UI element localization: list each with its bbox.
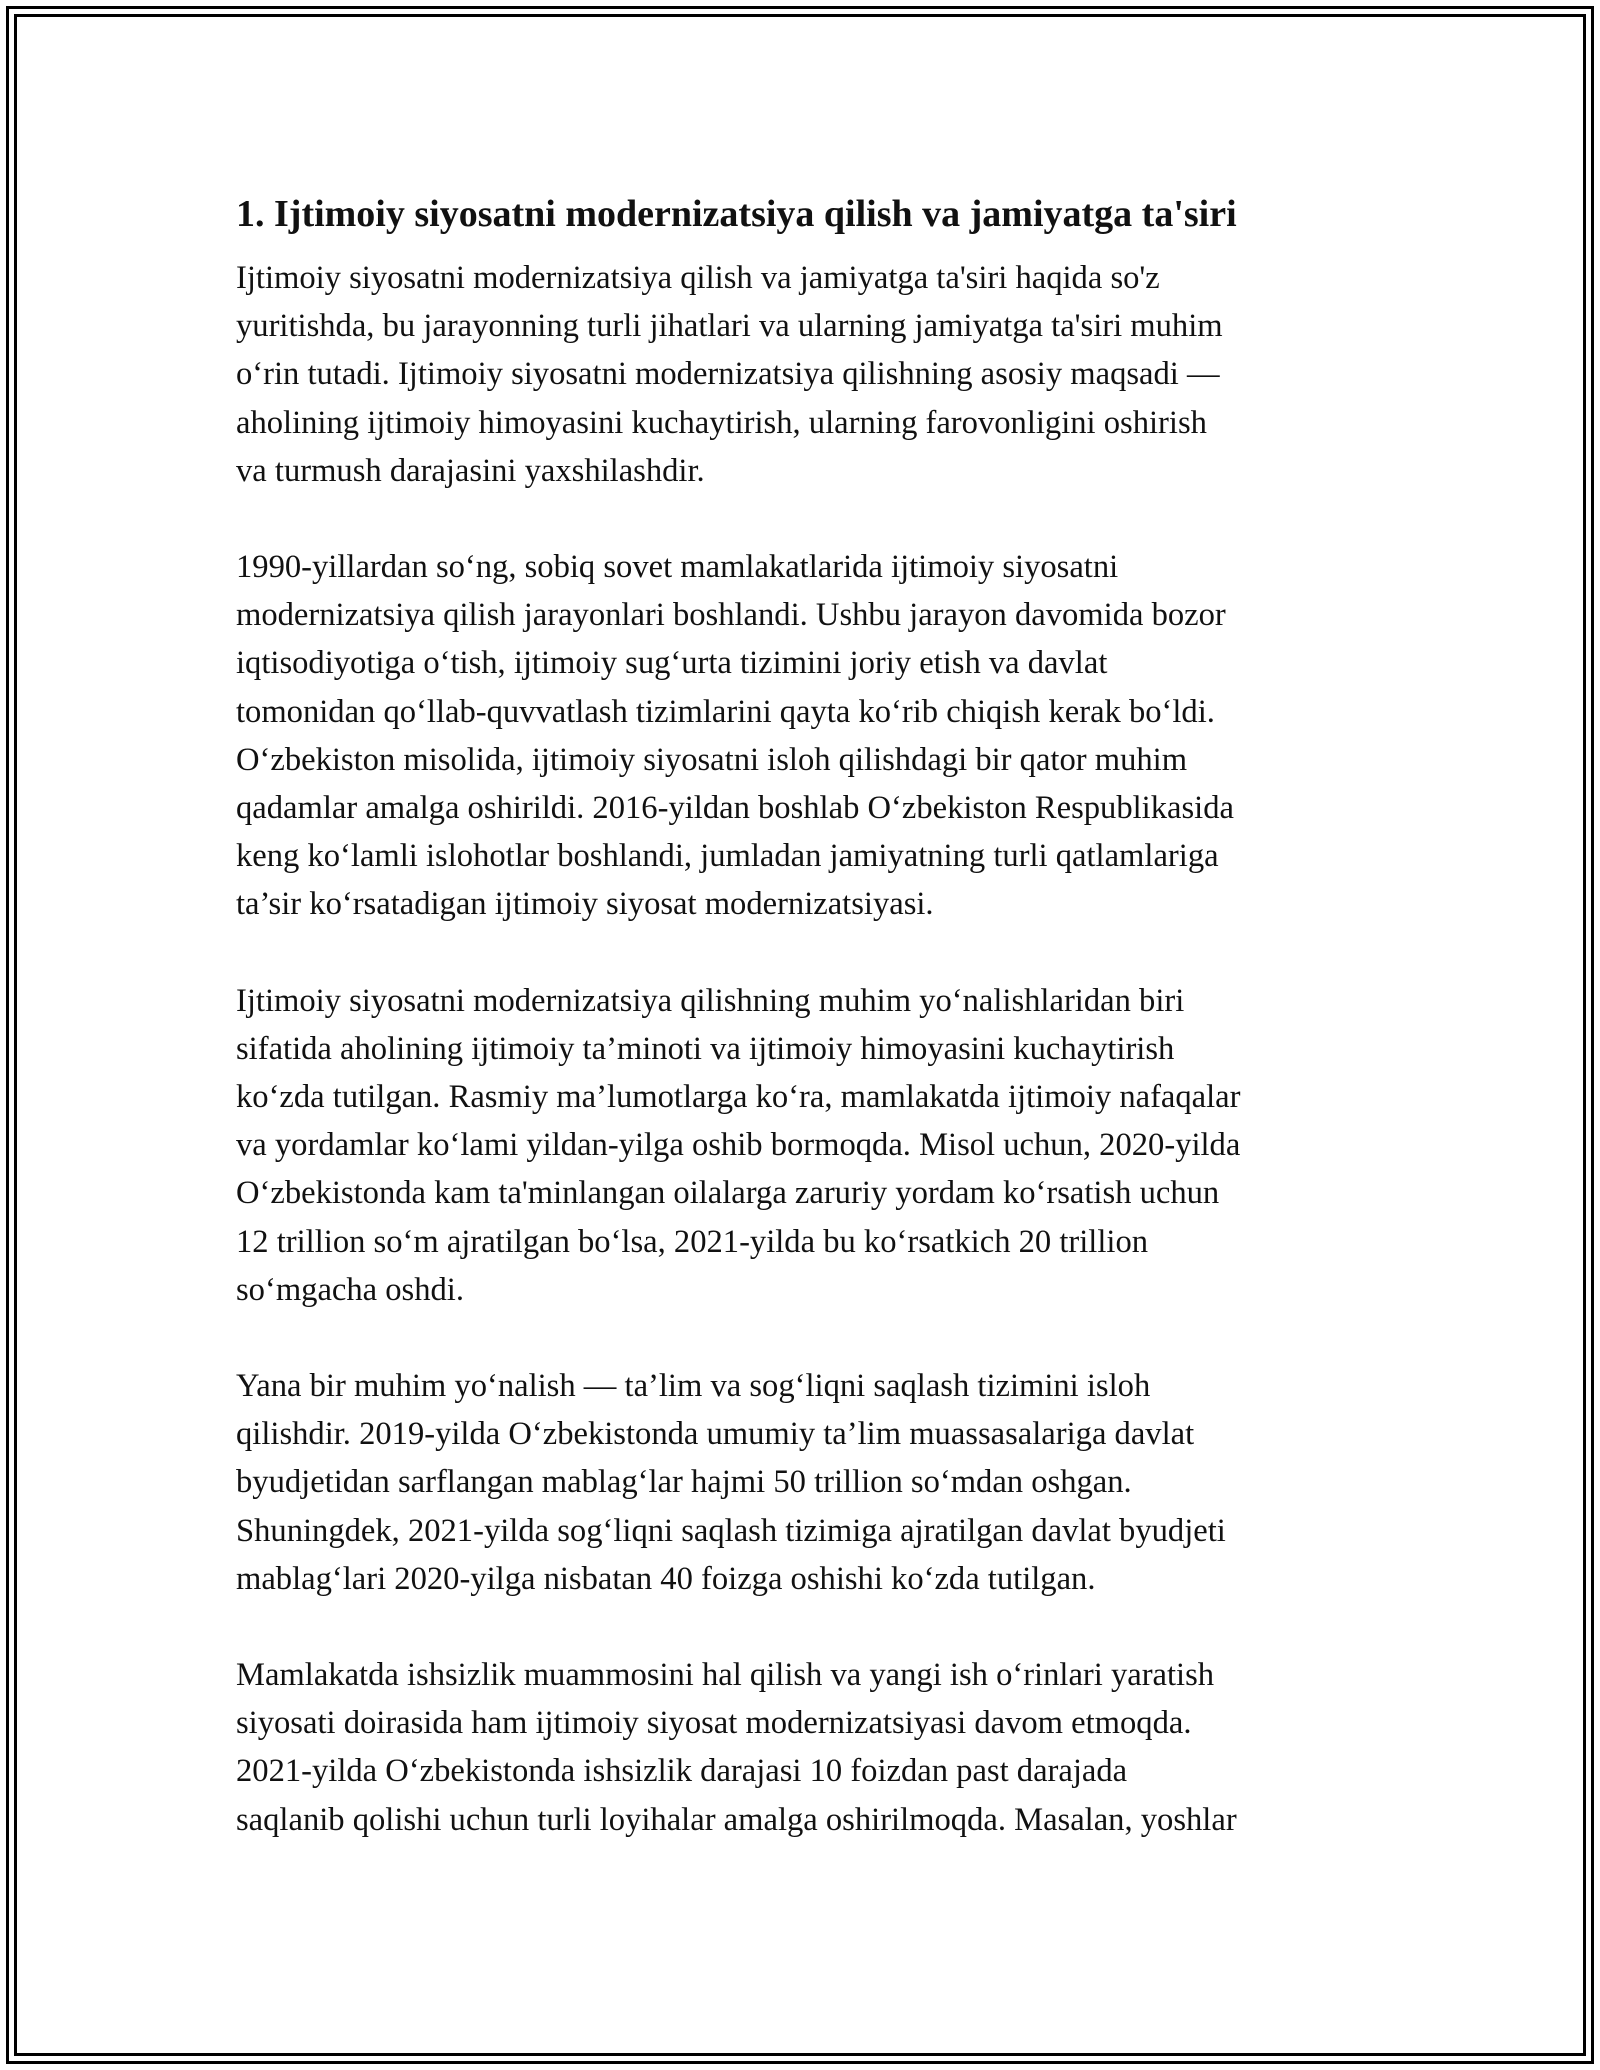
paragraph-line: va yordamlar ko‘lami yildan-yilga oshib bormoqda. Misol uchun, 2020-yilda [236,1127,1241,1164]
paragraph-line: ta’sir ko‘rsatadigan ijtimoiy siyosat modernizatsiyasi. [236,886,934,923]
paragraph-line: Shuningdek, 2021-yilda sog‘liqni saqlash tizimiga ajratilgan davlat byudjeti [236,1512,1226,1549]
paragraph-line: ko‘zda tutilgan. Rasmiy ma’lumotlarga ko‘ra, mamlakatda ijtimoiy nafaqalar [236,1079,1241,1116]
paragraph [236,543,1370,929]
paragraph-line: Ijtimoiy siyosatni modernizatsiya qilish va jamiyatga ta'siri haqida so'z [236,260,1160,296]
paragraph-line: 12 trillion so‘m ajratilgan bo‘lsa, 2021-yilda bu ko‘rsatkich 20 trillion [236,1223,1149,1260]
paragraph-line: 2021-yilda O‘zbekistonda ishsizlik darajasi 10 foizdan past darajada [236,1753,1128,1790]
paragraph-line: va turmush darajasini yaxshilashdir. [236,452,705,489]
paragraph-line: iqtisodiyotiga o‘tish, ijtimoiy sug‘urta tizimini joriy etish va davlat [236,645,1108,682]
paragraph [236,1651,1370,1844]
section-heading: 1. Ijtimoiy siyosatni modernizatsiya qilish va jamiyatga ta'siri [236,193,1237,235]
paragraph-line: byudjetidan sarflangan mablag‘lar hajmi 50 trillion so‘mdan oshgan. [236,1464,1132,1501]
paragraph-line: O‘zbekiston misolida, ijtimoiy siyosatni isloh qilishdagi bir qator muhim [236,741,1188,778]
document-body [236,186,1370,1892]
paragraph-line: mablag‘lari 2020-yilga nisbatan 40 foizga oshishi ko‘zda tutilgan. [236,1560,1096,1597]
paragraph-line: Yana bir muhim yo‘nalish — ta’lim va sog‘liqni saqlash tizimini isloh [236,1368,1151,1405]
paragraph-line: qadamlar amalga oshirildi. 2016-yildan boshlab O‘zbekiston Respublikasida [236,790,1234,827]
paragraph-line: aholining ijtimoiy himoyasini kuchaytirish, ularning farovonligini oshirish [236,404,1207,441]
paragraph [236,1362,1370,1603]
paragraph-line: tomonidan qo‘llab-quvvatlash tizimlarini qayta ko‘rib chiqish kerak bo‘ldi. [236,693,1215,730]
paragraph-line: o‘rin tutadi. Ijtimoiy siyosatni modernizatsiya qilishning asosiy maqsadi — [236,356,1220,393]
paragraph-line: qilishdir. 2019-yilda O‘zbekistonda umumiy ta’lim muassasalariga davlat [236,1416,1195,1453]
paragraph-line: Ijtimoiy siyosatni modernizatsiya qilishning muhim yo‘nalishlaridan biri [236,982,1185,1019]
paragraph-line: so‘mgacha oshdi. [236,1271,464,1308]
paragraph [236,254,1370,495]
paragraph-line: keng ko‘lamli islohotlar boshlandi, jumladan jamiyatning turli qatlamlariga [236,838,1219,875]
paragraph-line: O‘zbekistonda kam ta'minlangan oilalarga zaruriy yordam ko‘rsatish uchun [236,1175,1220,1212]
paragraph-list [236,254,1370,1844]
paragraph-line: modernizatsiya qilish jarayonlari boshlandi. Ushbu jarayon davomida bozor [236,597,1226,634]
paragraph-line: siyosati doirasida ham ijtimoiy siyosat modernizatsiyasi davom etmoqda. [236,1705,1192,1742]
paragraph-line: saqlanib qolishi uchun turli loyihalar amalga oshirilmoqda. Masalan, yoshlar [236,1801,1237,1838]
paragraph-line: Mamlakatda ishsizlik muammosini hal qilish va yangi ish o‘rinlari yaratish [236,1657,1215,1694]
paragraph [236,977,1370,1314]
paragraph-line: yuritishda, bu jarayonning turli jihatlari va ularning jamiyatga ta'siri muhim [236,308,1223,345]
paragraph-line: 1990-yillardan so‘ng, sobiq sovet mamlakatlarida ijtimoiy siyosatni [236,549,1119,586]
paragraph-line: sifatida aholining ijtimoiy ta’minoti va ijtimoiy himoyasini kuchaytirish [236,1030,1175,1067]
